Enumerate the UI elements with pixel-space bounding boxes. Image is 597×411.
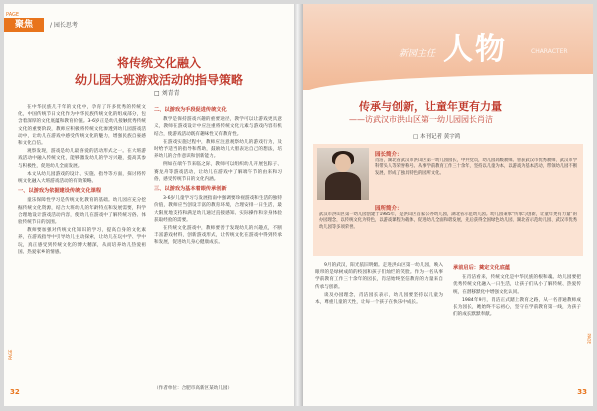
right-column-1 [315, 262, 443, 387]
left-column-2 [154, 104, 282, 379]
subheading: 一、以游戏为依据建设传统文化课程 [18, 188, 102, 195]
paragraph: 例如在端午节来临之际，教师可以组织幼儿开展包粽子、赛龙舟等游戏活动，让幼儿在游戏中了解端午节的由来和习俗，感受传统节日的文化内涵。 [154, 162, 282, 182]
right-page [303, 4, 593, 406]
paragraph: 本文从幼儿园游戏的设计、实施、指导等方面，探讨将传统文化融入大班游戏活动的有效策略。 [18, 171, 146, 185]
article-author: □ 刘青青 [154, 90, 180, 97]
principal-intro-heading: 园长简介： [375, 152, 403, 158]
subheading: 二、以游戏为手段促进传统文化 [154, 107, 227, 113]
page-tag-small: PAGE [6, 12, 20, 18]
profile-box [313, 144, 583, 256]
article-subtitle: ——访武汉市洪山区第一幼儿园园长肖洁 [349, 115, 493, 124]
paragraph: 童乐保障性学习是传统文化教育的基础。幼儿园应充分挖掘传统文化资源，结合大班幼儿的年龄特点和发展需要，科学合理地设计游戏活动内容，使幼儿在游戏中了解传统习俗、体验传统节日的氛围。 [18, 198, 146, 226]
paragraph: 3-6岁儿童学习与发展指南中强调要珍视游戏和生活的独特价值，教师应当创设丰富的教育环境，合理安排一日生活，最大限度地支持和满足幼儿通过直接感知、实际操作和亲身体验获取经验的需要。 [154, 196, 282, 223]
paragraph: 教学是保持游戏兴趣的重要途径，教学可以让游戏更具意义，教师在游戏设计中应注重将传统文化元素与游戏内容有机结合，使游戏活动既有趣味性又有教育性。 [154, 117, 282, 137]
author-affiliation: （作者单位：合肥市高新区某幼儿园） [154, 386, 233, 391]
article-title: 传承与创新，让童年更有力量 [359, 100, 502, 113]
portrait-photo [317, 148, 369, 200]
paragraph: 观察发现，游戏是幼儿最喜爱的活动形式之一。在大班游戏活动中融入传统文化，能够激发幼儿的学习兴趣，提高其参与积极性，促进幼儿全面发展。 [18, 149, 146, 169]
paragraph: 在传统文化游戏中，教师要善于发现幼儿的兴趣点，不断丰富游戏材料，创新游戏形式，让传统文化在游戏中得到传承和发展，促进幼儿身心健康成长。 [154, 226, 282, 246]
portrait-face [335, 154, 351, 172]
paragraph: 在游戏实施过程中，教师应注意观察幼儿的游戏行为，及时给予适当的指导和帮助，鼓励幼儿大胆表达自己的想法，培养幼儿的合作意识和创新能力。 [154, 139, 282, 160]
subheading: 承前启后：奠定文化底蕴 [453, 265, 511, 271]
right-column-2 [453, 262, 581, 387]
paragraph: 1984年9月，肖洁正式踏上教育之路，从一名普通教师成长为园长，她始终不忘初心，坚守在学前教育第一线，为孩子们的成长默默奉献。 [453, 297, 581, 318]
paragraph: 教师要加强对传统文化知识的学习，提高自身的文化素养，在游戏指导中引导幼儿主动探索，让幼儿在玩中学、学中玩，真正感受到传统文化的博大精深，从而培养幼儿热爱祖国、热爱家乡的情感。 [18, 228, 146, 255]
spine-gutter [294, 4, 303, 406]
section-tag: 聚焦 [4, 18, 44, 32]
page-side-label: PAGE [8, 349, 13, 360]
paragraph: 谈及办园理念，肖洁园长表示，幼儿园要坚持以儿童为本，尊重儿童的天性，让每一个孩子在快乐中成长。 [315, 292, 443, 306]
section-label: / 园长思考 [50, 22, 78, 29]
principal-intro-text: 肖洁，湖北省武汉市洪山区第一幼儿园园长，中共党员，幼儿园高级教师。曾获武汉市优秀教师、武汉市学科带头人等荣誉称号。从事学前教育工作三十余年，坚持以儿童为本，以游戏为基本活动，带领幼儿园不断发展，形成了独具特色的园所文化。 [375, 158, 577, 176]
paragraph: 9月的武汉，阳光依旧明媚。走进洪山区第一幼儿园，映入眼帘的是绿树成荫的校园和孩子们灿烂的笑脸。作为一名从事学前教育工作三十余年的园长，肖洁始终坚信教育的力量来自传承与创新。 [315, 263, 443, 290]
paragraph: 在中华民族几千年的文化中，孕育了许多优秀的传统文化，中国传统节日文化作为中华民族传统文化的组成部分，包含着深厚的文化底蕴和教育价值。3-6岁正是幼儿接触优秀传统文化的重要阶段，教师应积极将传统文化渗透到幼儿园游戏活动中，让幼儿在游戏中感受传统文化的魅力，增强民族自豪感和文化自信。 [18, 105, 146, 147]
column-name: 新园主任 [399, 49, 436, 59]
paragraph: 在肖洁看来，传统文化是中华民族的根和魂。幼儿园要把优秀传统文化融入一日生活，让孩子们从小了解传统、热爱传统，在潜移默化中增强文化认同。 [453, 275, 581, 295]
left-column-1 [18, 104, 146, 379]
portrait-body [325, 172, 361, 200]
subheading: 三、以游戏为基本着眼传承创新 [154, 186, 227, 193]
column-word-en: CHARACTER [531, 48, 568, 55]
page-number: 32 [10, 388, 20, 396]
article-title-line1: 将传统文化融入 [116, 56, 201, 70]
garden-intro-text: 武汉市洪山区第一幼儿园创建于1985年，是洪山区首家公办幼儿园，湖北省示范幼儿园。幼儿园秉承“传承与创新，让童年更有力量”的办园理念，以传统文化为特色，以游戏课程为载体，促进幼儿全面和谐发展，先后获得全国绿色幼儿园、湖北省示范幼儿园、武汉市优秀幼儿园等多项荣誉。 [319, 212, 577, 230]
page-side-label: PAGE [586, 333, 591, 344]
article-author: □ 本刊记者 黄宇鸿 [413, 134, 461, 140]
article-title-line2: 幼儿园大班游戏活动的指导策略 [74, 73, 243, 87]
column-word: 人物 [443, 32, 507, 67]
page-number: 33 [577, 388, 587, 396]
left-page [4, 4, 294, 406]
garden-intro-heading: 园所简介： [375, 206, 403, 212]
